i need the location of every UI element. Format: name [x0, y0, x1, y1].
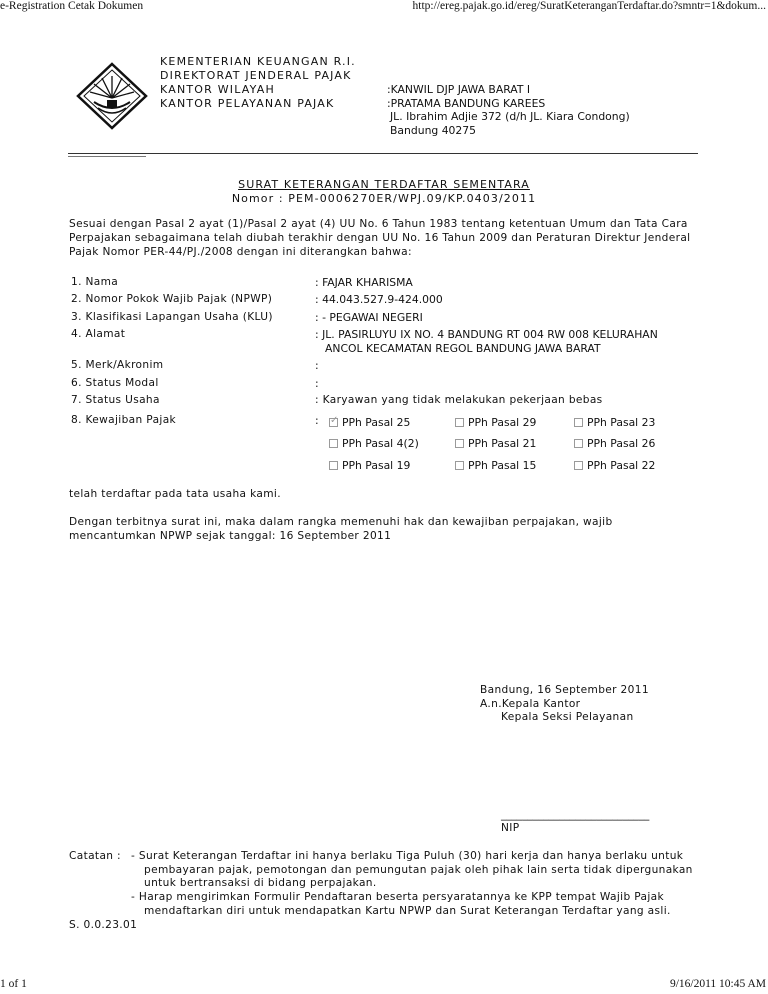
field-klu-value: : - PEGAWAI NEGERI — [315, 311, 423, 324]
checkbox-icon — [455, 439, 464, 448]
note-1-line-1: - Surat Keterangan Terdaftar ini hanya berlaku Tiga Puluh (30) hari kerja dan hanya berlaku untuk — [131, 850, 684, 862]
obligation-pph4-2[interactable] — [329, 437, 419, 450]
field-tax-obligation-label: 8. Kewajiban Pajak — [71, 414, 177, 426]
field-brand-label: 5. Merk/Akronim — [71, 359, 164, 371]
intro-line-2: Perpajakan sebagaimana telah diubah terakhir dengan UU No. 16 Tahun 2009 dan Peraturan Direktur Jenderal — [69, 232, 691, 244]
obligation-label: PPh Pasal 29 — [468, 416, 537, 429]
regional-office-label: KANTOR WILAYAH — [160, 83, 275, 96]
obligation-pph29[interactable] — [455, 416, 536, 429]
obligation-label: PPh Pasal 21 — [468, 437, 537, 450]
notes-label: Catatan : — [69, 850, 121, 862]
obligation-pph25[interactable] — [329, 416, 410, 429]
checkbox-icon — [455, 418, 464, 427]
checkbox-checked-icon — [329, 418, 338, 427]
obligation-pph21[interactable] — [455, 437, 536, 450]
obligation-pph19[interactable] — [329, 459, 410, 472]
obligation-label: PPh Pasal 19 — [342, 459, 411, 472]
signature-line: ____________________________ — [501, 809, 650, 821]
field-npwp-label: 2. Nomor Pokok Wajib Pajak (NPWP) — [71, 293, 273, 305]
field-name-label: 1. Nama — [71, 276, 119, 288]
field-name-value: : FAJAR KHARISMA — [315, 276, 413, 289]
field-business-status-label: 7. Status Usaha — [71, 394, 160, 406]
print-header-title: e-Registration Cetak Dokumen — [0, 0, 144, 12]
print-header-url[interactable]: http://ereg.pajak.go.id/ereg/SuratKeteranganTerdaftar.do?smntr=1&dokum... — [412, 0, 766, 12]
intro-line-1: Sesuai dengan Pasal 2 ayat (1)/Pasal 2 ayat (4) UU No. 6 Tahun 1983 tentang ketentuan Umum dan Tata Cara — [69, 218, 688, 230]
signature-on-behalf: A.n.Kepala Kantor — [480, 698, 581, 710]
obligation-label: PPh Pasal 23 — [587, 416, 656, 429]
signature-position: Kepala Seksi Pelayanan — [501, 711, 634, 723]
obligation-pph22[interactable] — [574, 459, 655, 472]
note-2-line-2: mendaftarkan diri untuk mendapatkan Kartu NPWP dan Surat Keterangan Terdaftar yang asli. — [144, 905, 671, 917]
checkbox-icon — [329, 439, 338, 448]
document-title: SURAT KETERANGAN TERDAFTAR SEMENTARA — [238, 178, 530, 191]
signature-place-date: Bandung, 16 September 2011 — [480, 684, 649, 696]
obligation-label: PPh Pasal 4(2) — [342, 437, 419, 450]
field-npwp-value: : 44.043.527.9-424.000 — [315, 293, 443, 306]
letterhead-divider — [68, 153, 698, 154]
regional-office-value: :KANWIL DJP JAWA BARAT I — [387, 83, 531, 96]
letterhead-divider-short — [68, 156, 146, 157]
obligation-label: PPh Pasal 15 — [468, 459, 537, 472]
obligation-label: PPh Pasal 26 — [587, 437, 656, 450]
checkbox-icon — [574, 418, 583, 427]
field-tax-obligation-colon: : — [315, 414, 319, 427]
field-address-label: 4. Alamat — [71, 328, 126, 340]
closing-line-2: mencantumkan NPWP sejak tanggal: 16 September 2011 — [69, 530, 392, 542]
tax-office-label: KANTOR PELAYANAN PAJAK — [160, 97, 335, 110]
print-footer-datetime: 9/16/2011 10:45 AM — [669, 978, 766, 990]
ministry-name: KEMENTERIAN KEUANGAN R.I. — [160, 55, 356, 68]
print-footer-page: 1 of 1 — [0, 978, 27, 990]
obligation-label: PPh Pasal 25 — [342, 416, 411, 429]
form-code: S. 0.0.23.01 — [69, 919, 138, 931]
intro-line-3: Pajak Nomor PER-44/PJ./2008 dengan ini diterangkan bahwa: — [69, 246, 412, 258]
document-number: Nomor : PEM-0006270ER/WPJ.09/KP.0403/2011 — [231, 192, 537, 205]
kemenkeu-logo — [74, 62, 150, 130]
checkbox-icon — [329, 461, 338, 470]
note-1-line-2: pembayaran pajak, pemotongan dan pemungutan pajak oleh pihak lain serta tidak dipergunakan — [144, 864, 693, 876]
obligation-label: PPh Pasal 22 — [587, 459, 656, 472]
obligation-pph15[interactable] — [455, 459, 536, 472]
signature-nip: NIP — [501, 822, 520, 834]
field-brand-value: : — [315, 359, 319, 372]
field-capital-status-label: 6. Status Modal — [71, 377, 159, 389]
checkbox-icon — [574, 439, 583, 448]
obligation-pph26[interactable] — [574, 437, 655, 450]
checkbox-icon — [455, 461, 464, 470]
checkbox-icon — [574, 461, 583, 470]
registered-statement: telah terdaftar pada tata usaha kami. — [69, 488, 281, 500]
closing-line-1: Dengan terbitnya surat ini, maka dalam rangka memenuhi hak dan kewajiban perpajakan, wajib — [69, 516, 613, 528]
note-1-line-3: untuk bertransaksi di bidang perpajakan. — [144, 877, 377, 889]
office-address-line2: Bandung 40275 — [390, 124, 477, 137]
field-business-status-value: : Karyawan yang tidak melakukan pekerjaan bebas — [315, 394, 603, 406]
field-address-value: : JL. PASIRLUYU IX NO. 4 BANDUNG RT 004 RW 008 KELURAHAN — [315, 328, 658, 341]
field-capital-status-value: : — [315, 377, 319, 390]
tax-office-value: :PRATAMA BANDUNG KAREES — [387, 97, 546, 110]
field-address-value-line2: ANCOL KECAMATAN REGOL BANDUNG JAWA BARAT — [325, 342, 601, 355]
office-address-line1: JL. Ibrahim Adjie 372 (d/h JL. Kiara Condong) — [390, 110, 630, 123]
directorate-name: DIREKTORAT JENDERAL PAJAK — [160, 69, 352, 82]
note-2-line-1: - Harap mengirimkan Formulir Pendaftaran beserta persyaratannya ke KPP tempat Wajib Pajak — [131, 891, 664, 903]
obligation-pph23[interactable] — [574, 416, 655, 429]
field-klu-label: 3. Klasifikasi Lapangan Usaha (KLU) — [71, 311, 273, 323]
